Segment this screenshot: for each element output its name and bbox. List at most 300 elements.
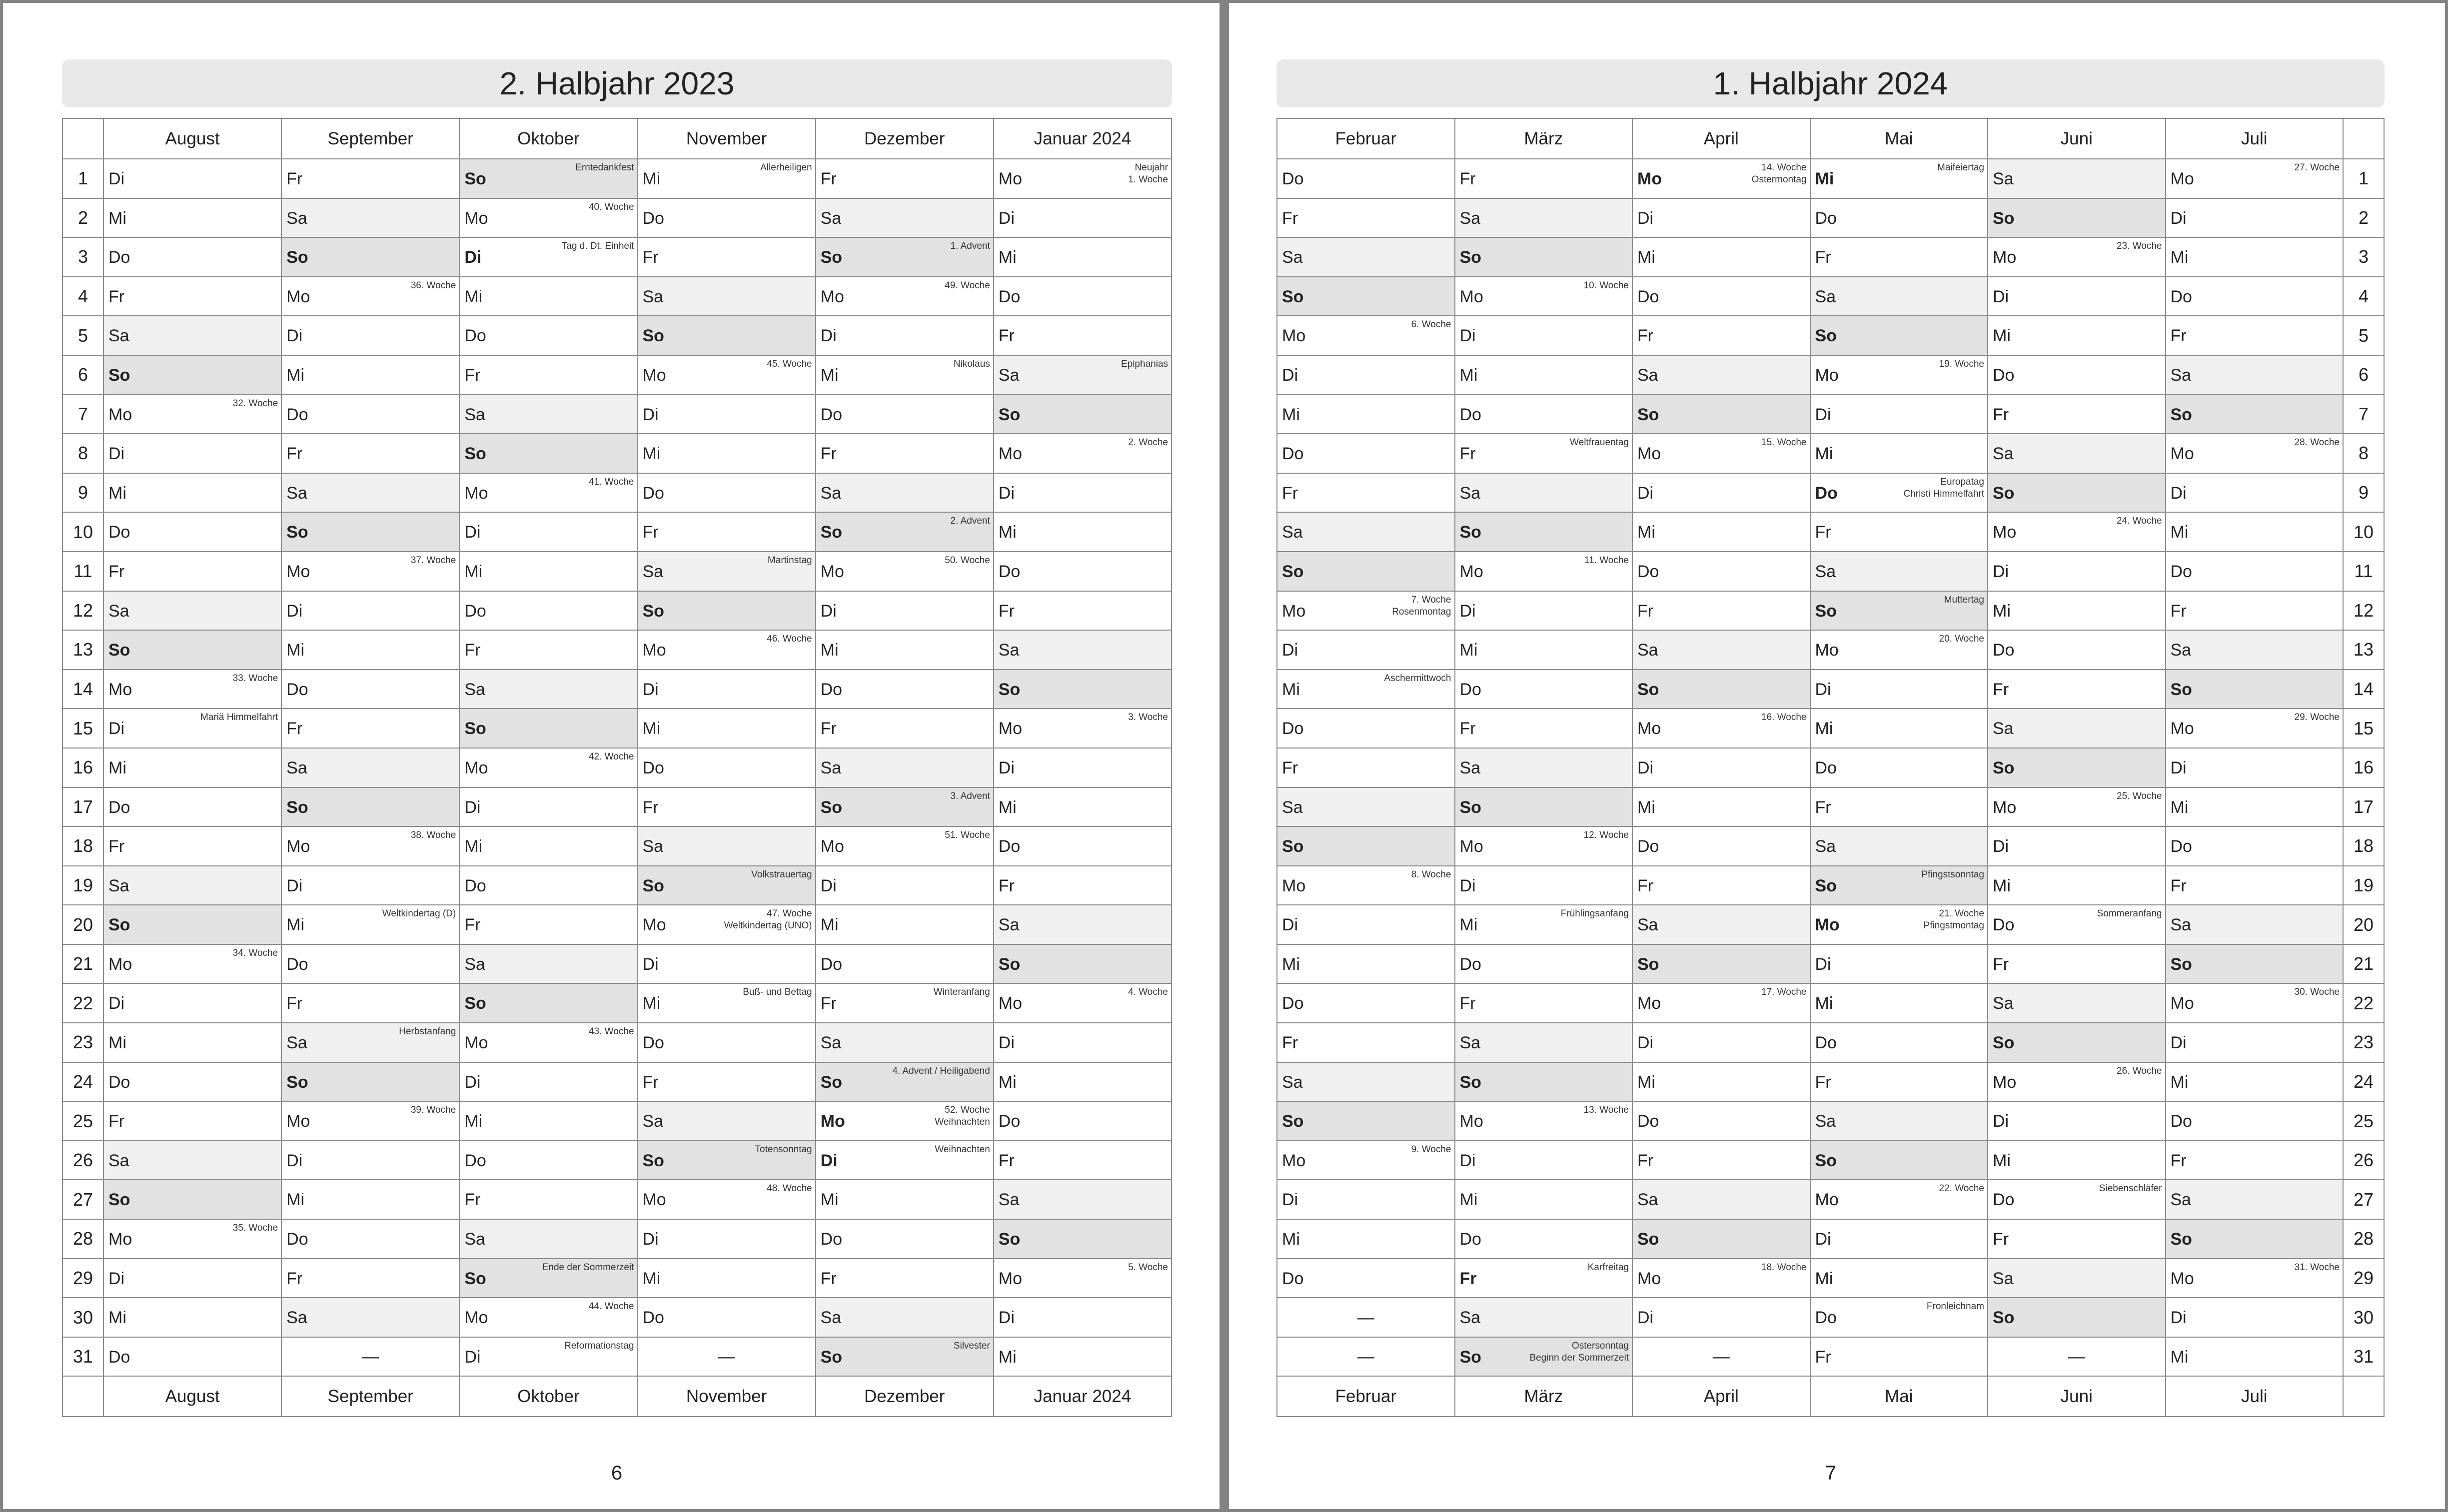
day-cell[interactable] — [1277, 670, 1455, 709]
day-cell[interactable] — [1455, 1298, 1633, 1337]
day-cell[interactable] — [2166, 1219, 2344, 1259]
day-cell[interactable] — [994, 1219, 1172, 1259]
day-cell[interactable] — [281, 1180, 459, 1219]
day-cell[interactable] — [2166, 709, 2344, 748]
day-cell[interactable] — [2166, 512, 2344, 552]
day-cell[interactable] — [1810, 198, 1988, 238]
day-cell[interactable] — [637, 670, 815, 709]
day-cell[interactable] — [459, 709, 637, 748]
day-cell[interactable] — [1632, 670, 1810, 709]
day-cell[interactable] — [994, 1062, 1172, 1102]
day-cell[interactable] — [994, 709, 1172, 748]
day-cell[interactable] — [1810, 552, 1988, 591]
day-cell[interactable] — [459, 316, 637, 355]
day-cell[interactable] — [1277, 1259, 1455, 1298]
day-cell[interactable] — [281, 1219, 459, 1259]
day-cell[interactable] — [1455, 316, 1633, 355]
day-cell[interactable] — [103, 1101, 281, 1141]
day-cell[interactable] — [1988, 866, 2166, 905]
day-cell[interactable] — [637, 1141, 815, 1180]
day-cell[interactable] — [1810, 709, 1988, 748]
day-cell[interactable] — [281, 944, 459, 984]
day-cell[interactable] — [1810, 787, 1988, 827]
day-cell[interactable] — [1988, 395, 2166, 434]
day-cell[interactable] — [1277, 1101, 1455, 1141]
day-cell[interactable] — [459, 473, 637, 513]
day-cell[interactable] — [637, 630, 815, 670]
day-cell[interactable] — [816, 826, 994, 866]
day-cell[interactable] — [1277, 237, 1455, 277]
day-cell[interactable] — [1455, 709, 1633, 748]
day-cell[interactable] — [281, 237, 459, 277]
day-cell[interactable] — [281, 473, 459, 513]
day-cell[interactable] — [2166, 866, 2344, 905]
day-cell[interactable] — [2166, 355, 2344, 395]
day-cell[interactable] — [1632, 866, 1810, 905]
day-cell[interactable] — [281, 277, 459, 316]
day-cell[interactable] — [994, 630, 1172, 670]
day-cell[interactable] — [103, 237, 281, 277]
day-cell[interactable] — [1632, 1101, 1810, 1141]
day-cell[interactable] — [103, 316, 281, 355]
day-cell[interactable] — [2166, 395, 2344, 434]
day-cell[interactable] — [2166, 1337, 2344, 1377]
day-cell[interactable] — [637, 866, 815, 905]
day-cell[interactable] — [1632, 630, 1810, 670]
day-cell[interactable] — [1810, 1298, 1988, 1337]
day-cell[interactable] — [1810, 983, 1988, 1023]
day-cell[interactable] — [281, 826, 459, 866]
day-cell[interactable] — [1810, 1101, 1988, 1141]
day-cell[interactable] — [103, 473, 281, 513]
day-cell[interactable] — [1988, 159, 2166, 198]
day-cell[interactable] — [1632, 1219, 1810, 1259]
day-cell[interactable] — [1277, 277, 1455, 316]
day-cell[interactable] — [816, 670, 994, 709]
day-cell[interactable] — [1988, 512, 2166, 552]
day-cell[interactable] — [1632, 552, 1810, 591]
day-cell[interactable] — [1455, 1337, 1633, 1377]
day-cell[interactable] — [281, 552, 459, 591]
day-cell[interactable] — [637, 1180, 815, 1219]
day-cell[interactable] — [1277, 395, 1455, 434]
day-cell[interactable] — [816, 866, 994, 905]
day-cell[interactable] — [2166, 237, 2344, 277]
day-cell[interactable] — [637, 709, 815, 748]
day-cell[interactable] — [816, 237, 994, 277]
day-cell[interactable] — [1810, 1023, 1988, 1062]
day-cell[interactable] — [2166, 787, 2344, 827]
day-cell[interactable] — [281, 512, 459, 552]
day-cell[interactable] — [1277, 944, 1455, 984]
day-cell[interactable] — [1277, 198, 1455, 238]
day-cell[interactable] — [816, 983, 994, 1023]
day-cell[interactable] — [1632, 905, 1810, 944]
day-cell[interactable] — [459, 237, 637, 277]
day-cell[interactable] — [281, 709, 459, 748]
day-cell[interactable] — [1810, 434, 1988, 473]
day-cell[interactable] — [1988, 630, 2166, 670]
day-cell[interactable] — [459, 748, 637, 787]
day-cell[interactable] — [1277, 1298, 1455, 1337]
day-cell[interactable] — [2166, 316, 2344, 355]
day-cell[interactable] — [2166, 159, 2344, 198]
day-cell[interactable] — [1810, 237, 1988, 277]
day-cell[interactable] — [1810, 944, 1988, 984]
day-cell[interactable] — [1455, 1141, 1633, 1180]
day-cell[interactable] — [281, 670, 459, 709]
day-cell[interactable] — [994, 1259, 1172, 1298]
day-cell[interactable] — [1455, 1259, 1633, 1298]
day-cell[interactable] — [2166, 434, 2344, 473]
day-cell[interactable] — [1455, 866, 1633, 905]
day-cell[interactable] — [816, 395, 994, 434]
day-cell[interactable] — [1632, 1141, 1810, 1180]
day-cell[interactable] — [103, 983, 281, 1023]
day-cell[interactable] — [1810, 277, 1988, 316]
day-cell[interactable] — [2166, 473, 2344, 513]
day-cell[interactable] — [103, 355, 281, 395]
day-cell[interactable] — [1277, 552, 1455, 591]
day-cell[interactable] — [459, 1023, 637, 1062]
day-cell[interactable] — [994, 552, 1172, 591]
day-cell[interactable] — [637, 826, 815, 866]
day-cell[interactable] — [1810, 395, 1988, 434]
day-cell[interactable] — [2166, 630, 2344, 670]
day-cell[interactable] — [1988, 944, 2166, 984]
day-cell[interactable] — [1988, 983, 2166, 1023]
day-cell[interactable] — [2166, 1101, 2344, 1141]
day-cell[interactable] — [994, 670, 1172, 709]
day-cell[interactable] — [1632, 787, 1810, 827]
day-cell[interactable] — [2166, 826, 2344, 866]
day-cell[interactable] — [459, 591, 637, 631]
day-cell[interactable] — [281, 905, 459, 944]
day-cell[interactable] — [1810, 1219, 1988, 1259]
day-cell[interactable] — [281, 983, 459, 1023]
day-cell[interactable] — [103, 512, 281, 552]
day-cell[interactable] — [2166, 748, 2344, 787]
day-cell[interactable] — [994, 1298, 1172, 1337]
day-cell[interactable] — [459, 1180, 637, 1219]
day-cell[interactable] — [1988, 552, 2166, 591]
day-cell[interactable] — [637, 591, 815, 631]
day-cell[interactable] — [1277, 905, 1455, 944]
day-cell[interactable] — [1988, 198, 2166, 238]
day-cell[interactable] — [1988, 1101, 2166, 1141]
day-cell[interactable] — [637, 316, 815, 355]
day-cell[interactable] — [281, 355, 459, 395]
day-cell[interactable] — [1988, 787, 2166, 827]
day-cell[interactable] — [281, 316, 459, 355]
day-cell[interactable] — [637, 1101, 815, 1141]
day-cell[interactable] — [994, 748, 1172, 787]
day-cell[interactable] — [281, 748, 459, 787]
day-cell[interactable] — [1277, 1062, 1455, 1102]
day-cell[interactable] — [103, 826, 281, 866]
day-cell[interactable] — [281, 1101, 459, 1141]
day-cell[interactable] — [459, 198, 637, 238]
day-cell[interactable] — [1455, 552, 1633, 591]
day-cell[interactable] — [816, 434, 994, 473]
day-cell[interactable] — [816, 159, 994, 198]
day-cell[interactable] — [1277, 787, 1455, 827]
day-cell[interactable] — [1632, 1259, 1810, 1298]
day-cell[interactable] — [2166, 198, 2344, 238]
day-cell[interactable] — [1455, 591, 1633, 631]
day-cell[interactable] — [281, 1337, 459, 1377]
day-cell[interactable] — [1632, 983, 1810, 1023]
day-cell[interactable] — [1455, 826, 1633, 866]
day-cell[interactable] — [1810, 905, 1988, 944]
day-cell[interactable] — [816, 591, 994, 631]
day-cell[interactable] — [816, 1298, 994, 1337]
day-cell[interactable] — [1632, 237, 1810, 277]
day-cell[interactable] — [1810, 1141, 1988, 1180]
day-cell[interactable] — [1810, 1180, 1988, 1219]
day-cell[interactable] — [816, 355, 994, 395]
day-cell[interactable] — [2166, 944, 2344, 984]
day-cell[interactable] — [637, 1023, 815, 1062]
day-cell[interactable] — [281, 198, 459, 238]
day-cell[interactable] — [1988, 709, 2166, 748]
day-cell[interactable] — [459, 395, 637, 434]
day-cell[interactable] — [1988, 434, 2166, 473]
day-cell[interactable] — [103, 1141, 281, 1180]
day-cell[interactable] — [1810, 630, 1988, 670]
day-cell[interactable] — [103, 198, 281, 238]
day-cell[interactable] — [103, 866, 281, 905]
day-cell[interactable] — [637, 944, 815, 984]
day-cell[interactable] — [459, 277, 637, 316]
day-cell[interactable] — [1455, 1219, 1633, 1259]
day-cell[interactable] — [1988, 905, 2166, 944]
day-cell[interactable] — [994, 983, 1172, 1023]
day-cell[interactable] — [1988, 1141, 2166, 1180]
day-cell[interactable] — [1988, 1180, 2166, 1219]
day-cell[interactable] — [281, 1141, 459, 1180]
day-cell[interactable] — [994, 316, 1172, 355]
day-cell[interactable] — [994, 787, 1172, 827]
day-cell[interactable] — [1988, 1219, 2166, 1259]
day-cell[interactable] — [1455, 434, 1633, 473]
day-cell[interactable] — [994, 591, 1172, 631]
day-cell[interactable] — [1988, 1298, 2166, 1337]
day-cell[interactable] — [994, 826, 1172, 866]
day-cell[interactable] — [994, 198, 1172, 238]
day-cell[interactable] — [1988, 237, 2166, 277]
day-cell[interactable] — [1277, 630, 1455, 670]
day-cell[interactable] — [1455, 1023, 1633, 1062]
day-cell[interactable] — [816, 905, 994, 944]
day-cell[interactable] — [1277, 355, 1455, 395]
day-cell[interactable] — [637, 512, 815, 552]
day-cell[interactable] — [459, 1062, 637, 1102]
day-cell[interactable] — [103, 748, 281, 787]
day-cell[interactable] — [637, 159, 815, 198]
day-cell[interactable] — [2166, 1062, 2344, 1102]
day-cell[interactable] — [1632, 159, 1810, 198]
day-cell[interactable] — [1632, 591, 1810, 631]
day-cell[interactable] — [1810, 1062, 1988, 1102]
day-cell[interactable] — [281, 1259, 459, 1298]
day-cell[interactable] — [1988, 1062, 2166, 1102]
day-cell[interactable] — [459, 552, 637, 591]
day-cell[interactable] — [459, 826, 637, 866]
day-cell[interactable] — [1632, 826, 1810, 866]
day-cell[interactable] — [1455, 905, 1633, 944]
day-cell[interactable] — [1455, 159, 1633, 198]
day-cell[interactable] — [103, 591, 281, 631]
day-cell[interactable] — [637, 237, 815, 277]
day-cell[interactable] — [637, 395, 815, 434]
day-cell[interactable] — [1277, 159, 1455, 198]
day-cell[interactable] — [459, 355, 637, 395]
day-cell[interactable] — [103, 1023, 281, 1062]
day-cell[interactable] — [1810, 670, 1988, 709]
day-cell[interactable] — [1455, 473, 1633, 513]
day-cell[interactable] — [2166, 591, 2344, 631]
day-cell[interactable] — [459, 1141, 637, 1180]
day-cell[interactable] — [1455, 355, 1633, 395]
day-cell[interactable] — [1632, 434, 1810, 473]
day-cell[interactable] — [1277, 826, 1455, 866]
day-cell[interactable] — [459, 1219, 637, 1259]
day-cell[interactable] — [994, 277, 1172, 316]
day-cell[interactable] — [637, 473, 815, 513]
day-cell[interactable] — [2166, 1298, 2344, 1337]
day-cell[interactable] — [1632, 395, 1810, 434]
day-cell[interactable] — [637, 1298, 815, 1337]
day-cell[interactable] — [1277, 1023, 1455, 1062]
day-cell[interactable] — [1632, 709, 1810, 748]
day-cell[interactable] — [816, 1023, 994, 1062]
day-cell[interactable] — [637, 552, 815, 591]
day-cell[interactable] — [103, 1259, 281, 1298]
day-cell[interactable] — [816, 1337, 994, 1377]
day-cell[interactable] — [994, 1141, 1172, 1180]
day-cell[interactable] — [281, 159, 459, 198]
day-cell[interactable] — [103, 905, 281, 944]
day-cell[interactable] — [637, 905, 815, 944]
day-cell[interactable] — [1277, 473, 1455, 513]
day-cell[interactable] — [994, 1337, 1172, 1377]
day-cell[interactable] — [1455, 277, 1633, 316]
day-cell[interactable] — [994, 944, 1172, 984]
day-cell[interactable] — [1632, 512, 1810, 552]
day-cell[interactable] — [1277, 316, 1455, 355]
day-cell[interactable] — [1810, 512, 1988, 552]
day-cell[interactable] — [459, 159, 637, 198]
day-cell[interactable] — [994, 355, 1172, 395]
day-cell[interactable] — [816, 198, 994, 238]
day-cell[interactable] — [103, 670, 281, 709]
day-cell[interactable] — [1455, 1062, 1633, 1102]
day-cell[interactable] — [994, 237, 1172, 277]
day-cell[interactable] — [816, 787, 994, 827]
day-cell[interactable] — [994, 395, 1172, 434]
day-cell[interactable] — [816, 1180, 994, 1219]
day-cell[interactable] — [816, 630, 994, 670]
day-cell[interactable] — [2166, 905, 2344, 944]
day-cell[interactable] — [103, 1337, 281, 1377]
day-cell[interactable] — [281, 591, 459, 631]
day-cell[interactable] — [816, 512, 994, 552]
day-cell[interactable] — [459, 983, 637, 1023]
day-cell[interactable] — [1277, 1180, 1455, 1219]
day-cell[interactable] — [281, 630, 459, 670]
day-cell[interactable] — [281, 787, 459, 827]
day-cell[interactable] — [816, 473, 994, 513]
day-cell[interactable] — [1632, 198, 1810, 238]
day-cell[interactable] — [816, 1062, 994, 1102]
day-cell[interactable] — [1988, 1337, 2166, 1377]
day-cell[interactable] — [1632, 944, 1810, 984]
day-cell[interactable] — [1455, 944, 1633, 984]
day-cell[interactable] — [1988, 748, 2166, 787]
day-cell[interactable] — [816, 709, 994, 748]
day-cell[interactable] — [816, 944, 994, 984]
day-cell[interactable] — [281, 1023, 459, 1062]
day-cell[interactable] — [816, 316, 994, 355]
day-cell[interactable] — [1277, 748, 1455, 787]
day-cell[interactable] — [1455, 630, 1633, 670]
day-cell[interactable] — [1988, 591, 2166, 631]
day-cell[interactable] — [637, 277, 815, 316]
day-cell[interactable] — [637, 787, 815, 827]
day-cell[interactable] — [994, 1180, 1172, 1219]
day-cell[interactable] — [1988, 1259, 2166, 1298]
day-cell[interactable] — [637, 1062, 815, 1102]
day-cell[interactable] — [459, 866, 637, 905]
day-cell[interactable] — [1632, 1180, 1810, 1219]
day-cell[interactable] — [1810, 826, 1988, 866]
day-cell[interactable] — [103, 552, 281, 591]
day-cell[interactable] — [2166, 670, 2344, 709]
day-cell[interactable] — [1455, 512, 1633, 552]
day-cell[interactable] — [281, 434, 459, 473]
day-cell[interactable] — [103, 277, 281, 316]
day-cell[interactable] — [1632, 1337, 1810, 1377]
day-cell[interactable] — [1810, 473, 1988, 513]
day-cell[interactable] — [994, 866, 1172, 905]
day-cell[interactable] — [1455, 1101, 1633, 1141]
day-cell[interactable] — [103, 1180, 281, 1219]
day-cell[interactable] — [816, 1259, 994, 1298]
day-cell[interactable] — [103, 787, 281, 827]
day-cell[interactable] — [103, 434, 281, 473]
day-cell[interactable] — [1988, 826, 2166, 866]
day-cell[interactable] — [2166, 1180, 2344, 1219]
day-cell[interactable] — [1988, 277, 2166, 316]
day-cell[interactable] — [1988, 316, 2166, 355]
day-cell[interactable] — [1810, 748, 1988, 787]
day-cell[interactable] — [637, 1337, 815, 1377]
day-cell[interactable] — [1455, 198, 1633, 238]
day-cell[interactable] — [2166, 277, 2344, 316]
day-cell[interactable] — [281, 1298, 459, 1337]
day-cell[interactable] — [459, 944, 637, 984]
day-cell[interactable] — [1455, 670, 1633, 709]
day-cell[interactable] — [103, 1298, 281, 1337]
day-cell[interactable] — [637, 198, 815, 238]
day-cell[interactable] — [1632, 277, 1810, 316]
day-cell[interactable] — [1810, 355, 1988, 395]
day-cell[interactable] — [637, 434, 815, 473]
day-cell[interactable] — [637, 748, 815, 787]
day-cell[interactable] — [637, 983, 815, 1023]
day-cell[interactable] — [459, 787, 637, 827]
